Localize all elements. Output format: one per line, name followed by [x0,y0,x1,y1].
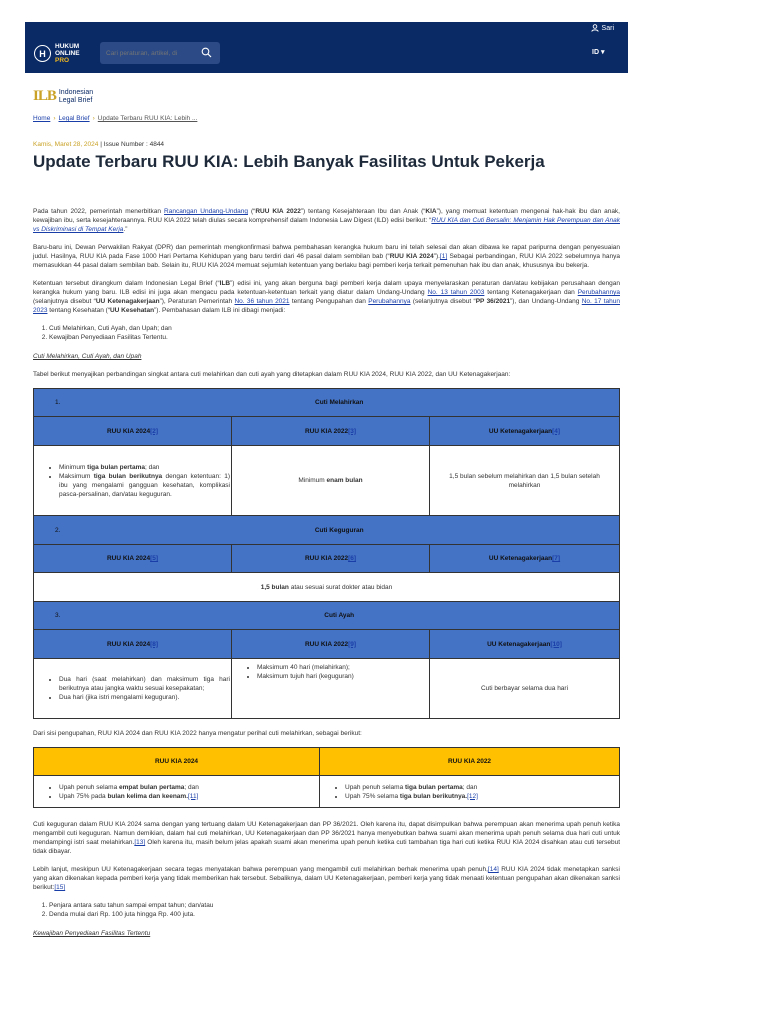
chevron-down-icon: ▾ [600,49,605,56]
search-icon[interactable] [201,47,212,58]
paragraph-6: Cuti keguguran dalam RUU KIA 2024 sama dengan yang tertuang dalam UU Ketenagakerjaan dan PP 36/2021. Oleh karena itu, dapat disimpulkan bahwa perempuan akan menerima upah penuh ketika mengambil cuti keguguran. Namun demikian, dalam hal cuti melahirkan, UU Ketenagakerjaan dan PP 36/2021 hanya menyebutkan bahwa suami akan menerima upah penuh selama dua hari cuti untuk mendampingi istri saat melahirkan.[13] Oleh karena itu, masih belum jelas apakah suami akan menerima upah penuh ketika cuti tambahan tiga hari cuti ketika RUU KIA 2024 disahkan atau cuti tersebut tidak dibayar. [33,821,621,855]
footnote-ref-14[interactable]: [14] [487,866,499,873]
link-perubahannya-1[interactable]: Perubahannya [577,289,620,296]
table-section-header: 1. Cuti Melahirkan [34,389,620,417]
footnote-ref-10[interactable]: [10] [550,640,562,648]
table-cell: • Upah penuh selama empat bulan pertama; dan • Upah 75% pada bulan kelima dan keenam.[11] [34,776,320,808]
language-select[interactable] [592,48,604,56]
link-perubahannya-2[interactable]: Perubahannya [368,298,411,305]
table-col-header: UU Ketenagakerjaan[10] [430,630,620,659]
table-cell: • Minimum tiga bulan pertama; dan • Maksimum tiga bulan berikutnya dengan ketentuan: 1) ibu yang mengalami gangguan kesehatan, komplikasi pasca-persalinan, dan/atau keguguran. [34,446,232,516]
footnote-ref-5[interactable]: [5] [150,555,159,562]
table-col-header: RUU KIA 2022[6] [232,545,430,573]
table-col-header: RUU KIA 2024[8] [34,630,232,659]
footnote-ref-2[interactable]: [2] [150,427,159,435]
search-input[interactable] [100,43,202,65]
table-col-header: RUU KIA 2024[2] [34,417,232,446]
article-date: Kamis, Maret 28, 2024 [33,141,99,148]
paragraph-1: Pada tahun 2022, pemerintah menerbitkan Rancangan Undang-Undang (“RUU KIA 2022”) tentang Kesejahteraan Ibu dan Anak (“KIA”), yang memuat ketentuan mengenai hak-hak ibu dan anak, kewajiban ibu, serta kesejahteraannya. RUU KIA 2022 telah diulas secara komprehensif dalam Indonesia Law Digest (ILD) edisi berikut: “RUU KIA dan Cuti Bersalin: Menjamin Hak Perempuan dan Anak vs Diskriminasi di Tempat Kerja.” [33,208,620,233]
paragraph-3: Ketentuan tersebut dirangkum dalam Indonesian Legal Brief (“ILB”) edisi ini, yang akan berguna bagi pemberi kerja dalam upaya menyelaraskan peraturan dan/atau kebijakan perusahaan dengan kerangka hukum yang baru. ILB edisi ini juga akan mengacu pada ketentuan-ketentuan terkait yang diatur dalam Undang-Undang No. 13 tahun 2003 tentang Ketenagakerjaan dan Perubahannya (selanjutnya disebut “UU Ketenagakerjaan”), Peraturan Pemerintah No. 36 tahun 2021 tentang Pengupahan dan Perubahannya (selanjutnya disebut “PP 36/2021”), dan Undang-Undang No. 17 tahun 2023 tentang Kesehatan (“UU Kesehatan”). Pembahasan dalam ILB ini dibagi menjadi: [33,280,620,314]
footnote-ref-4[interactable]: [4] [552,427,561,435]
footnote-ref-11[interactable]: [11] [188,792,199,800]
language-label: ID [592,49,599,56]
sanctions-list [33,901,620,919]
logo-line3: PRO [55,57,70,64]
breadcrumb-current[interactable]: Update Terbaru RUU KIA: Lebih ... [97,115,198,122]
paragraph-2: Baru-baru ini, Dewan Perwakilan Rakyat (DPR) dan pemerintah mengkonfirmasi bahwa pembahasan kerangka hukum baru ini telah selesai dan akan dibawa ke rapat paripurna dengan penyesuaian judul. Hasilnya, RUU KIA pada Fase 1000 Hari Pertama Kehidupan yang baru terdiri dari 46 pasal dalam sembilan bab (“RUU KIA 2024”).[1] Sebagai perbandingan, RUU KIA 2022 sebelumnya hanya memasukkan 44 pasal dalam sembilan bab. Selain itu, RUU KIA 2024 memuat sejumlah ketentuan yang berlaku bagi pemberi kerja terkait pemenuhan hak ibu dan anak, khususnya ibu bekerja. [33,244,620,269]
breadcrumb-separator: › [92,115,95,122]
footnote-ref-3[interactable]: [3] [348,427,357,435]
leave-comparison-table [33,388,620,719]
user-name: Sari [601,24,614,32]
list-item: 1. Penjara antara satu tahun sampai empat tahun; dan/atau [49,901,620,910]
footnote-ref-13[interactable]: [13] [134,839,146,846]
table-section-header: 2. Cuti Keguguran [34,516,620,545]
logo-line1: HUKUM [55,43,80,50]
table-cell: Minimum enam bulan [232,446,430,516]
footnote-ref-1[interactable]: [1] [439,253,448,260]
wage-comparison-table [33,747,620,808]
table-cell: 1,5 bulan sebelum melahirkan dan 1,5 bulan setelah melahirkan [430,446,620,516]
footnote-ref-15[interactable]: [15] [54,884,66,891]
link-rancangan-uu[interactable]: Rancangan Undang-Undang [164,208,248,215]
table-col-header: RUU KIA 2022 [320,748,620,776]
logo-h-icon: H [34,45,51,62]
table-col-header: RUU KIA 2022[3] [232,417,430,446]
table-cell: • Upah penuh selama tiga bulan pertama; dan • Upah 75% selama tiga bulan berikutnya.[12] [320,776,620,808]
article-meta [33,141,164,148]
paragraph-7: Lebih lanjut, meskipun UU Ketenagakerjaan secara tegas menyatakan bahwa perempuan yang mengambil cuti melahirkan berhak menerima upah penuh,[14] RUU KIA 2024 tidak menetapkan sanksi yang akan dikenakan kepada pemberi kerja yang tidak memberikan hak tersebut. Sebaliknya, dalam UU Ketenagakerjaan, pemberi kerja yang tidak menaati ketentuan pengupahan akan dikenakan sanksi berikut:[15] [33,866,620,891]
table-cell: • Dua hari (saat melahirkan) dan maksimum tiga hari berikutnya atau jangka waktu sesuai kesepakatan; • Dua hari (jika istri mengalami keguguran). [34,659,232,719]
ilb-brand[interactable] [33,88,93,105]
breadcrumb-legal-brief[interactable]: Legal Brief [58,115,90,122]
link-uu-17-2023[interactable]: No. 17 tahun 2023 [33,298,620,314]
section-heading-fasilitas: Kewajiban Penyediaan Fasilitas Tertentu [33,930,151,937]
topics-list [33,324,620,342]
issue-number: | Issue Number : 4844 [98,141,165,148]
link-ild-edition[interactable]: RUU KIA dan Cuti Bersalin: Menjamin Hak Perempuan dan Anak vs Diskriminasi di Tempat Kerja [33,217,620,233]
table-cell: Cuti berbayar selama dua hari [430,659,620,719]
table-col-header: RUU KIA 2024 [34,748,320,776]
footnote-ref-6[interactable]: [6] [348,555,357,562]
footnote-ref-9[interactable]: [9] [348,640,357,648]
page-title: Update Terbaru RUU KIA: Lebih Banyak Fasilitas Untuk Pekerja [33,152,545,171]
article-body [33,207,620,947]
section-heading-cuti: Cuti Melahirkan, Cuti Ayah, dan Upah [33,353,142,360]
list-item: 2. Kewajiban Penyediaan Fasilitas Tertentu. [49,333,620,342]
user-icon [591,24,599,32]
breadcrumb [33,115,197,122]
list-item: 2. Denda mulai dari Rp. 100 juta hingga Rp. 400 juta. [49,910,620,919]
table-col-header: RUU KIA 2022[9] [232,630,430,659]
table-cell: • Maksimum 40 hari (melahirkan); • Maksimum tujuh hari (keguguran) [232,659,430,719]
list-item: 1. Cuti Melahirkan, Cuti Ayah, dan Upah; dan [49,324,620,333]
table-cell: 1,5 bulan atau sesuai surat dokter atau bidan [34,573,620,602]
paragraph-5: Dari sisi pengupahan, RUU KIA 2024 dan RUU KIA 2022 hanya mengatur perihal cuti melahirkan, sebagai berikut: [33,730,362,737]
footnote-ref-8[interactable]: [8] [150,640,159,648]
footnote-ref-7[interactable]: [7] [552,555,561,562]
ilb-line2: Legal Brief [58,96,93,104]
table-col-header: RUU KIA 2024[5] [34,545,232,573]
user-menu[interactable] [591,24,614,32]
top-navbar [25,22,628,73]
search-box [100,42,220,64]
table-section-header: 3. Cuti Ayah [34,602,620,630]
hukumonline-logo[interactable] [34,43,80,64]
breadcrumb-separator: › [53,115,56,122]
table-col-header: UU Ketenagakerjaan[4] [430,417,620,446]
ilb-line1: Indonesian [58,89,94,96]
table-col-header: UU Ketenagakerjaan[7] [430,545,620,573]
breadcrumb-home[interactable]: Home [33,115,51,122]
paragraph-4: Tabel berikut menyajikan perbandingan singkat antara cuti melahirkan dan cuti ayah yang ditetapkan dalam RUU KIA 2024, RUU KIA 2022, dan UU Ketenagakerjaan: [33,371,511,378]
ilb-logo: ILB [33,88,56,104]
logo-line2: ONLINE [55,50,80,57]
link-pp-36-2021[interactable]: No. 36 tahun 2021 [234,298,290,305]
link-uu-13-2003[interactable]: No. 13 tahun 2003 [427,289,485,296]
footnote-ref-12[interactable]: [12] [467,792,478,800]
